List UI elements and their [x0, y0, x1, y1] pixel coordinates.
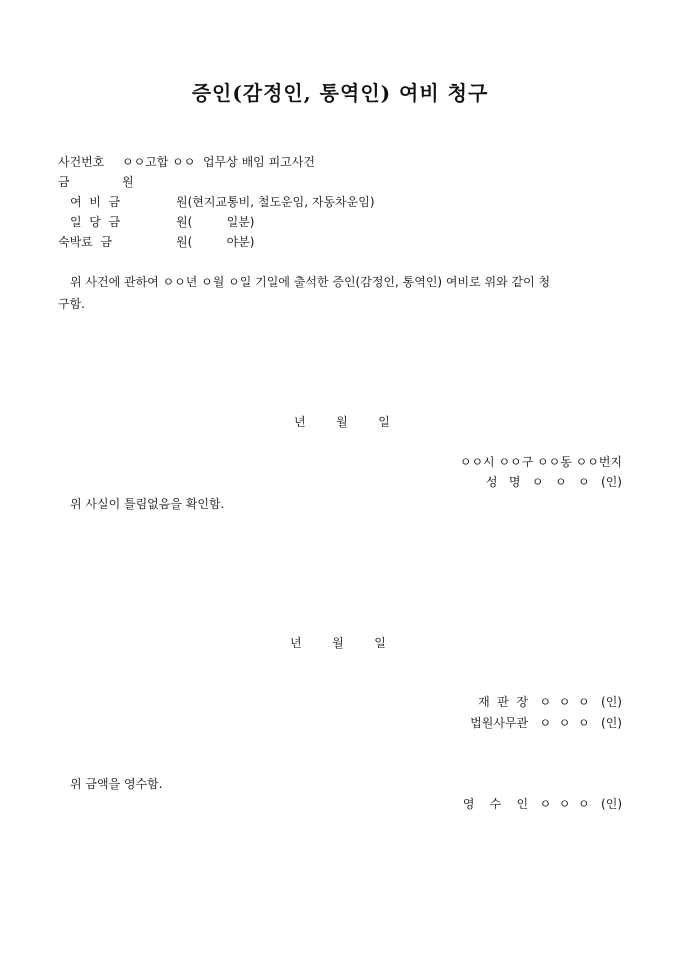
amount-label: 금: [58, 175, 70, 189]
confirmation-date: 년 월 일: [290, 636, 386, 650]
document-title: 증인(감정인, 통역인) 여비 청구: [191, 81, 489, 105]
daily-allowance-unit: 원( 일분): [176, 215, 255, 229]
claim-date: 년 월 일: [294, 415, 390, 429]
daily-allowance-label: 일 당 금: [70, 215, 121, 229]
claimant-address: ㅇㅇ시 ㅇㅇ구 ㅇㅇ동 ㅇㅇ번지: [459, 455, 622, 469]
travel-cost-label: 여 비 금: [70, 195, 121, 209]
lodging-cost-label: 숙박료 금: [58, 235, 112, 249]
amount-unit: 원: [122, 175, 134, 189]
presiding-judge-line: 재 판 장 ㅇ ㅇ ㅇ (인): [478, 695, 622, 709]
claim-body-line-2: 구함.: [58, 297, 85, 311]
claim-body-line-1: 위 사건에 관하여 ㅇㅇ년 ㅇ월 ㅇ일 기일에 출석한 증인(감정인, 통역인) 여비로 위와 같이 청: [70, 275, 551, 289]
lodging-cost-unit: 원( 야분): [176, 235, 255, 249]
receipt-text: 위 금액을 영수함.: [70, 777, 163, 791]
case-number-label: 사건번호: [58, 155, 105, 169]
claimant-name: 성 명 ㅇ ㅇ ㅇ (인): [485, 475, 622, 489]
receiver-line: 영 수 인 ㅇ ㅇ ㅇ (인): [462, 797, 622, 811]
court-clerk-line: 법원사무관 ㅇ ㅇ ㅇ (인): [470, 716, 622, 730]
confirmation-text: 위 사실이 틀림없음을 확인함.: [70, 497, 225, 511]
case-number-value: ㅇㅇ고합 ㅇㅇ 업무상 배임 피고사건: [122, 155, 315, 169]
travel-cost-unit: 원(현지교통비, 철도운임, 자동차운임): [176, 195, 375, 209]
